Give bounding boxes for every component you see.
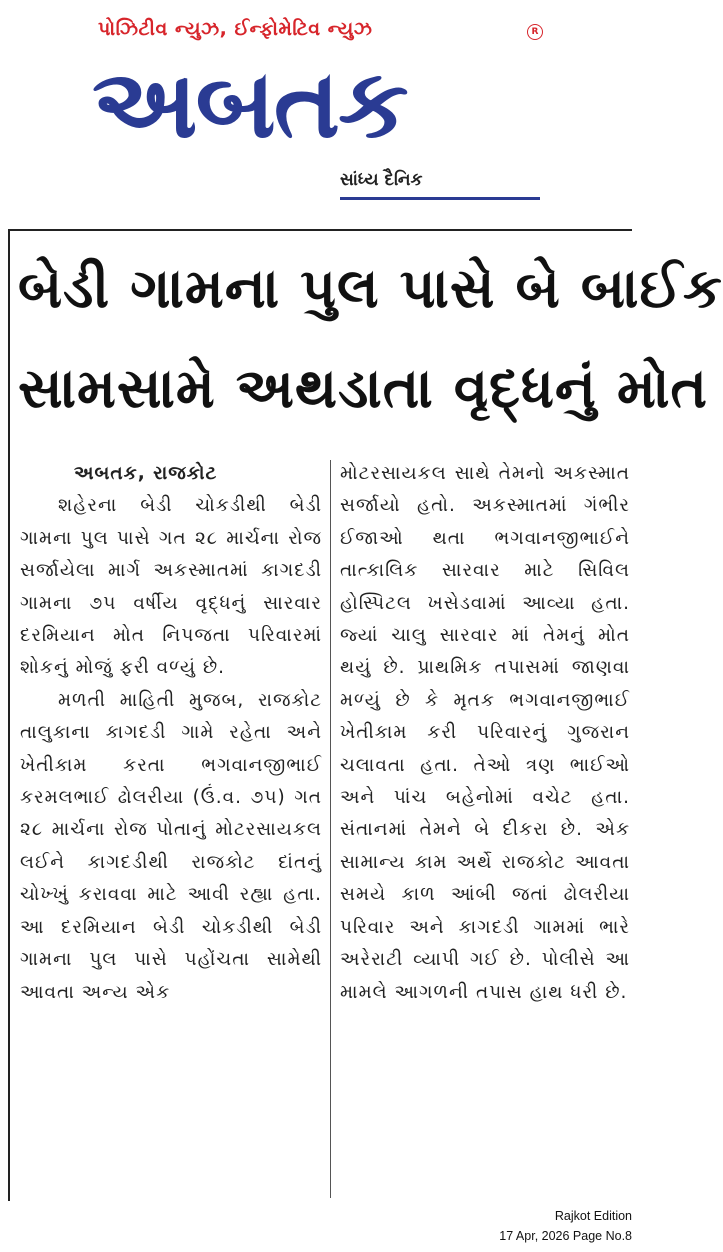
- masthead-tagline: પોઝિટીવ ન્યુઝ, ઈન્ફોમેટિવ ન્યુઝ: [98, 18, 373, 40]
- edition-date-page: 17 Apr, 2026 Page No.8: [499, 1229, 632, 1243]
- masthead-subtitle: સાંધ્ય દૈનિક: [340, 170, 423, 190]
- edition-name: Rajkot Edition: [554, 1209, 632, 1223]
- column-divider: [330, 460, 331, 1198]
- article-paragraph: મોટરસાયકલ સાથે તેમનો અકસ્માત સર્જાયો હતો. અકસ્માતમાં ગંભીર ઈજાઓ થતા ભગવાનજીભાઈને તાત્કાલિક સારવાર માટે સિવિલ હોસ્પિટલ ખસેડવામાં આવ્યા હતા. જ્યાં ચાલુ સારવાર માં તેમનું મોત થયું છે. પ્રાથમિક તપાસમાં જાણવા મળ્યું છે કે મૃતક ભગવાનજીભાઈ ખેતીકામ કરી પરિવારનું ગુજરાન ચલાવતા હતા. તેઓ ત્રણ ભાઈઓ અને પાંચ બહેનોમાં વચેટ હતા. સંતાનમાં તેમને બે દીકરા છે. એક સામાન્ય કામ અર્થે રાજકોટ આવતા સમયે કાળ આંબી જતાં ઢોલરીયા પરિવાર અને કાગદડી ગામમાં ભારે અરેરાટી વ્યાપી ગઈ છે. પોલીસે આ મામલે આગળની તપાસ હાથ ધરી છે.: [340, 463, 630, 1003]
- frame-top-rule: [8, 229, 632, 231]
- article-paragraph: શહેરના બેડી ચોકડીથી બેડી ગામના પુલ પાસે ગત ૨૮ માર્ચના રોજ સર્જાયેલા માર્ગ અકસ્માતમાં કાગદડી ગામના ૭૫ વર્ષીય વૃદ્ધનું સારવાર દરમિયાન મોત નિપજતા પરિવારમાં શોકનું મોજું ફરી વળ્યું છે.: [20, 495, 322, 679]
- article-paragraph: મળતી માહિતી મુજબ, રાજકોટ તાલુકાના કાગદડી ગામે રહેતા અને ખેતીકામ કરતા ભગવાનજીભાઈ કરમલભાઈ ઢોલરીયા (ઉં.વ. ૭૫) ગત ૨૮ માર્ચના રોજ પોતાનું મોટરસાયકલ લઈને કાગદડીથી રાજકોટ દાંતનું ચોખ્ખું કરાવવા માટે આવી રહ્યા હતા. આ દરમિયાન બેડી ચોકડીથી બેડી ગામના પુલ પાસે પહોંચતા સામેથી આવતા અન્ય એક: [20, 689, 322, 1003]
- headline-line-2: સામસામે અથડાતા વૃદ્ધનું મોત: [18, 356, 709, 420]
- masthead: [0, 0, 642, 222]
- frame-left-rule: [8, 229, 10, 1201]
- article-column-left: [20, 458, 322, 1009]
- edition-info: [432, 1206, 632, 1246]
- headline-line-1: બેડી ગામના પુલ પાસે બે બાઈક: [18, 256, 723, 320]
- article-dateline: અબતક, રાજકોટ: [74, 463, 218, 484]
- registered-mark-icon: R: [527, 24, 543, 40]
- article-column-right: [340, 458, 630, 1009]
- masthead-underline: [340, 197, 540, 200]
- newspaper-logo: અબતક: [92, 47, 407, 160]
- article-headline: [18, 238, 723, 438]
